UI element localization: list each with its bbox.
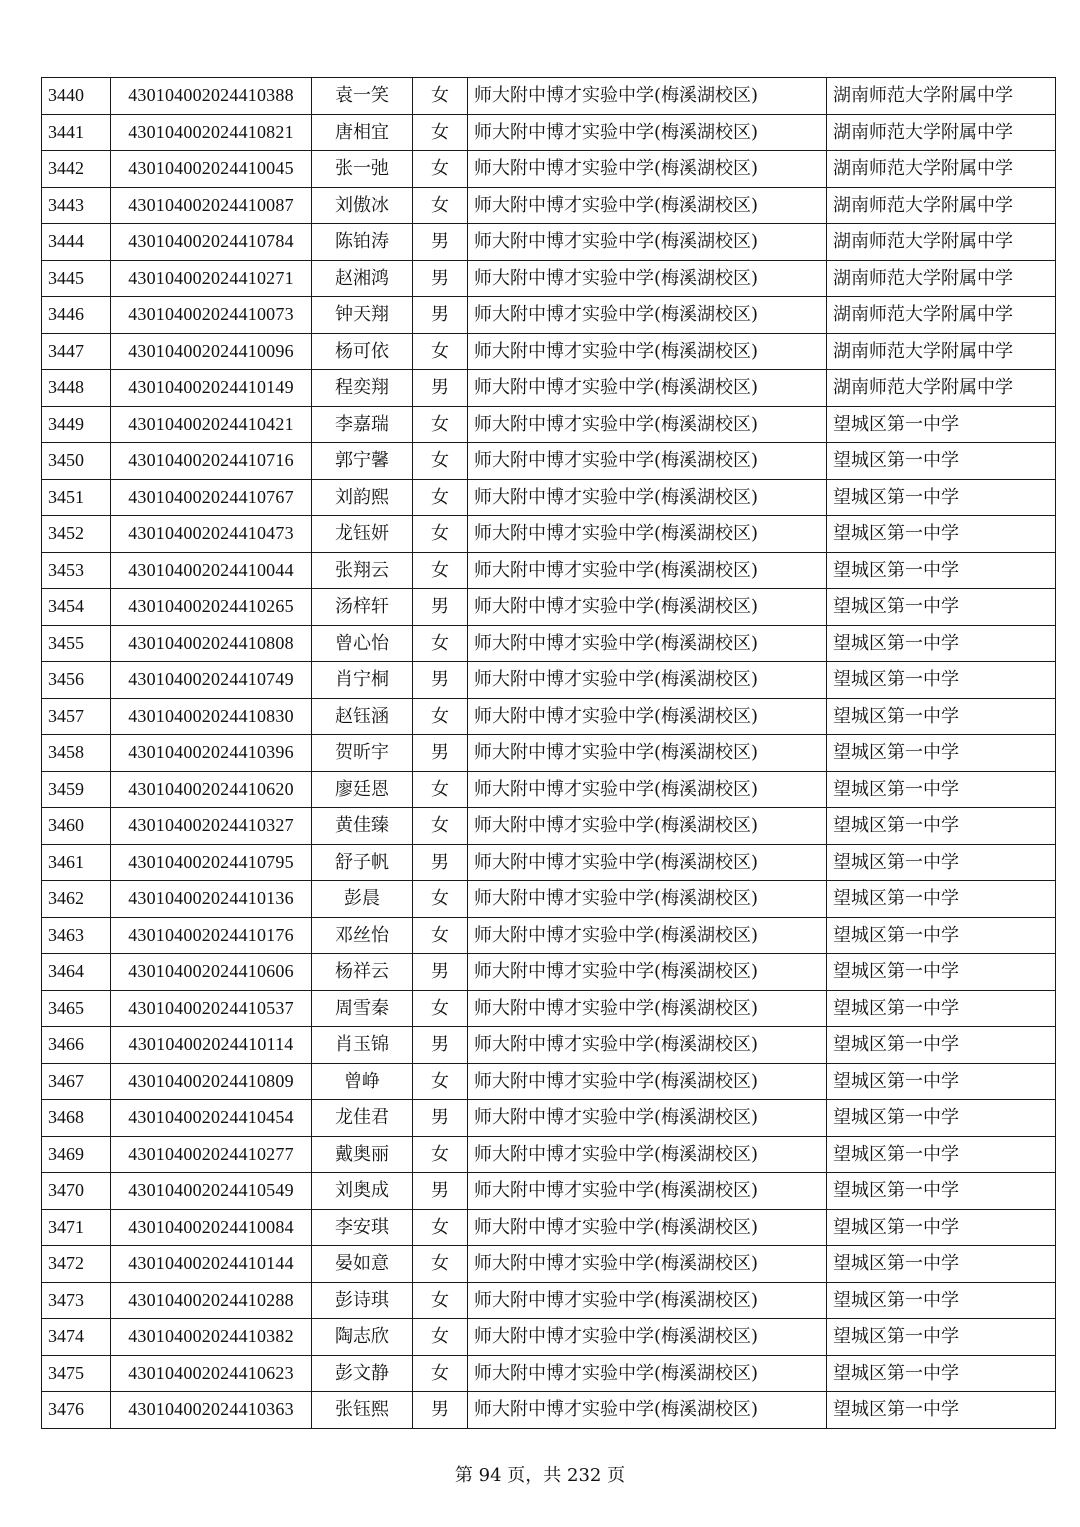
table-row [42,297,1056,334]
cell-student-name: 黄佳臻 [312,808,413,845]
cell-gender: 女 [413,443,468,480]
table-row [42,1063,1056,1100]
table-row [42,589,1056,626]
table-row [42,443,1056,480]
cell-exam-id: 430104002024410830 [111,698,312,735]
cell-admitted-school: 望城区第一中学 [827,479,1056,516]
cell-gender: 男 [413,224,468,261]
cell-student-name: 袁一笑 [312,78,413,115]
cell-student-name: 彭诗琪 [312,1282,413,1319]
table-row [42,1355,1056,1392]
cell-sequence: 3462 [42,881,111,918]
cell-sequence: 3475 [42,1355,111,1392]
cell-exam-id: 430104002024410623 [111,1355,312,1392]
cell-gender: 女 [413,1063,468,1100]
table-row [42,1100,1056,1137]
cell-student-name: 廖廷恩 [312,771,413,808]
cell-exam-id: 430104002024410795 [111,844,312,881]
cell-admitted-school: 湖南师范大学附属中学 [827,114,1056,151]
cell-gender: 男 [413,735,468,772]
cell-exam-id: 430104002024410421 [111,406,312,443]
cell-exam-id: 430104002024410767 [111,479,312,516]
cell-student-name: 程奕翔 [312,370,413,407]
cell-student-name: 郭宁馨 [312,443,413,480]
cell-school: 师大附中博才实验中学(梅溪湖校区) [468,917,827,954]
cell-gender: 女 [413,114,468,151]
cell-admitted-school: 望城区第一中学 [827,516,1056,553]
table-row [42,1173,1056,1210]
cell-gender: 女 [413,333,468,370]
cell-gender: 女 [413,1319,468,1356]
cell-gender: 男 [413,297,468,334]
cell-admitted-school: 望城区第一中学 [827,844,1056,881]
cell-sequence: 3465 [42,990,111,1027]
cell-exam-id: 430104002024410809 [111,1063,312,1100]
cell-gender: 男 [413,1027,468,1064]
cell-sequence: 3441 [42,114,111,151]
cell-sequence: 3471 [42,1209,111,1246]
cell-admitted-school: 望城区第一中学 [827,735,1056,772]
table-row [42,954,1056,991]
cell-sequence: 3444 [42,224,111,261]
cell-school: 师大附中博才实验中学(梅溪湖校区) [468,114,827,151]
cell-admitted-school: 湖南师范大学附属中学 [827,260,1056,297]
cell-student-name: 彭晨 [312,881,413,918]
cell-gender: 女 [413,808,468,845]
cell-exam-id: 430104002024410136 [111,881,312,918]
cell-admitted-school: 望城区第一中学 [827,1209,1056,1246]
cell-exam-id: 430104002024410277 [111,1136,312,1173]
cell-gender: 女 [413,1282,468,1319]
cell-exam-id: 430104002024410271 [111,260,312,297]
cell-school: 师大附中博才实验中学(梅溪湖校区) [468,881,827,918]
cell-admitted-school: 望城区第一中学 [827,1173,1056,1210]
cell-sequence: 3476 [42,1392,111,1429]
table-row [42,78,1056,115]
cell-student-name: 陈铂涛 [312,224,413,261]
table-row [42,844,1056,881]
table-row [42,1209,1056,1246]
cell-student-name: 钟天翔 [312,297,413,334]
cell-school: 师大附中博才实验中学(梅溪湖校区) [468,479,827,516]
cell-sequence: 3461 [42,844,111,881]
cell-school: 师大附中博才实验中学(梅溪湖校区) [468,1355,827,1392]
table-row [42,881,1056,918]
cell-school: 师大附中博才实验中学(梅溪湖校区) [468,662,827,699]
cell-school: 师大附中博才实验中学(梅溪湖校区) [468,552,827,589]
cell-gender: 女 [413,78,468,115]
table-row [42,187,1056,224]
table-row [42,917,1056,954]
cell-admitted-school: 望城区第一中学 [827,698,1056,735]
cell-exam-id: 430104002024410454 [111,1100,312,1137]
cell-school: 师大附中博才实验中学(梅溪湖校区) [468,1392,827,1429]
cell-admitted-school: 望城区第一中学 [827,1282,1056,1319]
cell-exam-id: 430104002024410620 [111,771,312,808]
cell-school: 师大附中博才实验中学(梅溪湖校区) [468,1063,827,1100]
cell-student-name: 曾峥 [312,1063,413,1100]
cell-gender: 女 [413,1209,468,1246]
cell-student-name: 刘韵熙 [312,479,413,516]
cell-admitted-school: 望城区第一中学 [827,881,1056,918]
cell-school: 师大附中博才实验中学(梅溪湖校区) [468,151,827,188]
cell-admitted-school: 望城区第一中学 [827,443,1056,480]
cell-gender: 女 [413,552,468,589]
student-list-table [41,77,1056,1429]
cell-sequence: 3442 [42,151,111,188]
cell-exam-id: 430104002024410363 [111,1392,312,1429]
cell-school: 师大附中博才实验中学(梅溪湖校区) [468,406,827,443]
table-row [42,552,1056,589]
cell-student-name: 赵湘鸿 [312,260,413,297]
cell-admitted-school: 望城区第一中学 [827,954,1056,991]
cell-school: 师大附中博才实验中学(梅溪湖校区) [468,443,827,480]
cell-school: 师大附中博才实验中学(梅溪湖校区) [468,1136,827,1173]
cell-sequence: 3453 [42,552,111,589]
cell-gender: 男 [413,662,468,699]
cell-admitted-school: 望城区第一中学 [827,1246,1056,1283]
cell-exam-id: 430104002024410149 [111,370,312,407]
cell-school: 师大附中博才实验中学(梅溪湖校区) [468,1100,827,1137]
cell-exam-id: 430104002024410327 [111,808,312,845]
cell-sequence: 3469 [42,1136,111,1173]
cell-school: 师大附中博才实验中学(梅溪湖校区) [468,771,827,808]
cell-gender: 男 [413,954,468,991]
cell-sequence: 3464 [42,954,111,991]
cell-student-name: 贺昕宇 [312,735,413,772]
cell-sequence: 3456 [42,662,111,699]
cell-student-name: 张翔云 [312,552,413,589]
cell-sequence: 3472 [42,1246,111,1283]
cell-sequence: 3460 [42,808,111,845]
cell-student-name: 龙钰妍 [312,516,413,553]
cell-school: 师大附中博才实验中学(梅溪湖校区) [468,1246,827,1283]
cell-student-name: 赵钰涵 [312,698,413,735]
cell-school: 师大附中博才实验中学(梅溪湖校区) [468,844,827,881]
cell-school: 师大附中博才实验中学(梅溪湖校区) [468,1027,827,1064]
cell-student-name: 张钰熙 [312,1392,413,1429]
cell-student-name: 周雪秦 [312,990,413,1027]
cell-school: 师大附中博才实验中学(梅溪湖校区) [468,370,827,407]
cell-admitted-school: 望城区第一中学 [827,552,1056,589]
table-row [42,990,1056,1027]
cell-exam-id: 430104002024410044 [111,552,312,589]
cell-admitted-school: 望城区第一中学 [827,662,1056,699]
cell-admitted-school: 望城区第一中学 [827,917,1056,954]
cell-school: 师大附中博才实验中学(梅溪湖校区) [468,224,827,261]
table-row [42,1027,1056,1064]
cell-school: 师大附中博才实验中学(梅溪湖校区) [468,1282,827,1319]
cell-school: 师大附中博才实验中学(梅溪湖校区) [468,1319,827,1356]
cell-exam-id: 430104002024410396 [111,735,312,772]
cell-exam-id: 430104002024410265 [111,589,312,626]
cell-gender: 女 [413,990,468,1027]
cell-school: 师大附中博才实验中学(梅溪湖校区) [468,187,827,224]
table-row [42,662,1056,699]
cell-gender: 女 [413,151,468,188]
cell-admitted-school: 望城区第一中学 [827,808,1056,845]
cell-exam-id: 430104002024410549 [111,1173,312,1210]
cell-sequence: 3468 [42,1100,111,1137]
table-row [42,479,1056,516]
cell-student-name: 刘奥成 [312,1173,413,1210]
cell-student-name: 彭文静 [312,1355,413,1392]
table-row [42,698,1056,735]
cell-student-name: 李嘉瑞 [312,406,413,443]
cell-gender: 女 [413,1246,468,1283]
table-row [42,114,1056,151]
cell-admitted-school: 望城区第一中学 [827,990,1056,1027]
cell-student-name: 舒子帆 [312,844,413,881]
cell-gender: 女 [413,771,468,808]
cell-student-name: 晏如意 [312,1246,413,1283]
table-row [42,735,1056,772]
table-row [42,771,1056,808]
cell-student-name: 戴奥丽 [312,1136,413,1173]
cell-admitted-school: 湖南师范大学附属中学 [827,224,1056,261]
table-row [42,1136,1056,1173]
cell-admitted-school: 湖南师范大学附属中学 [827,297,1056,334]
cell-exam-id: 430104002024410288 [111,1282,312,1319]
cell-admitted-school: 望城区第一中学 [827,1027,1056,1064]
cell-gender: 男 [413,370,468,407]
cell-sequence: 3443 [42,187,111,224]
cell-sequence: 3448 [42,370,111,407]
cell-sequence: 3440 [42,78,111,115]
cell-exam-id: 430104002024410388 [111,78,312,115]
cell-exam-id: 430104002024410749 [111,662,312,699]
cell-admitted-school: 湖南师范大学附属中学 [827,151,1056,188]
cell-gender: 女 [413,406,468,443]
cell-gender: 男 [413,1392,468,1429]
cell-sequence: 3463 [42,917,111,954]
cell-exam-id: 430104002024410784 [111,224,312,261]
cell-school: 师大附中博才实验中学(梅溪湖校区) [468,78,827,115]
cell-student-name: 李安琪 [312,1209,413,1246]
cell-sequence: 3474 [42,1319,111,1356]
cell-student-name: 杨祥云 [312,954,413,991]
cell-student-name: 龙佳君 [312,1100,413,1137]
table-row [42,625,1056,662]
cell-gender: 女 [413,698,468,735]
cell-school: 师大附中博才实验中学(梅溪湖校区) [468,698,827,735]
cell-exam-id: 430104002024410382 [111,1319,312,1356]
cell-student-name: 曾心怡 [312,625,413,662]
table-row [42,1282,1056,1319]
cell-admitted-school: 望城区第一中学 [827,1100,1056,1137]
cell-admitted-school: 望城区第一中学 [827,1136,1056,1173]
cell-school: 师大附中博才实验中学(梅溪湖校区) [468,260,827,297]
cell-gender: 女 [413,625,468,662]
cell-gender: 女 [413,479,468,516]
cell-admitted-school: 湖南师范大学附属中学 [827,187,1056,224]
cell-sequence: 3473 [42,1282,111,1319]
cell-exam-id: 430104002024410606 [111,954,312,991]
cell-school: 师大附中博才实验中学(梅溪湖校区) [468,333,827,370]
cell-sequence: 3452 [42,516,111,553]
cell-student-name: 肖玉锦 [312,1027,413,1064]
cell-sequence: 3454 [42,589,111,626]
cell-admitted-school: 望城区第一中学 [827,625,1056,662]
table-row [42,370,1056,407]
cell-exam-id: 430104002024410084 [111,1209,312,1246]
cell-student-name: 邓丝怡 [312,917,413,954]
cell-school: 师大附中博才实验中学(梅溪湖校区) [468,625,827,662]
cell-admitted-school: 望城区第一中学 [827,589,1056,626]
cell-admitted-school: 湖南师范大学附属中学 [827,78,1056,115]
cell-school: 师大附中博才实验中学(梅溪湖校区) [468,990,827,1027]
cell-exam-id: 430104002024410096 [111,333,312,370]
cell-student-name: 张一弛 [312,151,413,188]
cell-sequence: 3470 [42,1173,111,1210]
cell-exam-id: 430104002024410087 [111,187,312,224]
cell-school: 师大附中博才实验中学(梅溪湖校区) [468,1209,827,1246]
cell-gender: 男 [413,589,468,626]
cell-school: 师大附中博才实验中学(梅溪湖校区) [468,516,827,553]
cell-student-name: 刘傲冰 [312,187,413,224]
cell-gender: 女 [413,881,468,918]
cell-gender: 男 [413,1173,468,1210]
cell-admitted-school: 望城区第一中学 [827,1355,1056,1392]
cell-sequence: 3449 [42,406,111,443]
cell-sequence: 3455 [42,625,111,662]
cell-exam-id: 430104002024410114 [111,1027,312,1064]
cell-sequence: 3445 [42,260,111,297]
cell-admitted-school: 望城区第一中学 [827,1063,1056,1100]
cell-admitted-school: 湖南师范大学附属中学 [827,333,1056,370]
table-body [42,78,1056,1429]
cell-school: 师大附中博才实验中学(梅溪湖校区) [468,954,827,991]
cell-sequence: 3451 [42,479,111,516]
table-row [42,260,1056,297]
table-row [42,333,1056,370]
table-row [42,224,1056,261]
cell-exam-id: 430104002024410716 [111,443,312,480]
cell-school: 师大附中博才实验中学(梅溪湖校区) [468,589,827,626]
page-number: 第 94 页，共 232 页 [454,1465,626,1486]
cell-sequence: 3450 [42,443,111,480]
cell-sequence: 3459 [42,771,111,808]
cell-student-name: 唐相宜 [312,114,413,151]
cell-gender: 男 [413,844,468,881]
cell-gender: 男 [413,260,468,297]
cell-student-name: 肖宁桐 [312,662,413,699]
cell-exam-id: 430104002024410073 [111,297,312,334]
table-row [42,808,1056,845]
table-row [42,1319,1056,1356]
table-row [42,1246,1056,1283]
cell-school: 师大附中博才实验中学(梅溪湖校区) [468,1173,827,1210]
cell-gender: 女 [413,917,468,954]
cell-gender: 男 [413,1100,468,1137]
cell-sequence: 3447 [42,333,111,370]
table-row [42,516,1056,553]
cell-exam-id: 430104002024410821 [111,114,312,151]
cell-exam-id: 430104002024410473 [111,516,312,553]
cell-exam-id: 430104002024410045 [111,151,312,188]
cell-sequence: 3466 [42,1027,111,1064]
cell-school: 师大附中博才实验中学(梅溪湖校区) [468,808,827,845]
cell-admitted-school: 望城区第一中学 [827,1392,1056,1429]
cell-admitted-school: 望城区第一中学 [827,771,1056,808]
cell-student-name: 陶志欣 [312,1319,413,1356]
cell-gender: 女 [413,1136,468,1173]
cell-exam-id: 430104002024410808 [111,625,312,662]
cell-gender: 女 [413,516,468,553]
cell-exam-id: 430104002024410537 [111,990,312,1027]
table-row [42,151,1056,188]
cell-school: 师大附中博才实验中学(梅溪湖校区) [468,297,827,334]
cell-exam-id: 430104002024410176 [111,917,312,954]
cell-exam-id: 430104002024410144 [111,1246,312,1283]
cell-student-name: 杨可依 [312,333,413,370]
cell-admitted-school: 望城区第一中学 [827,406,1056,443]
cell-gender: 女 [413,187,468,224]
cell-admitted-school: 望城区第一中学 [827,1319,1056,1356]
cell-sequence: 3467 [42,1063,111,1100]
cell-sequence: 3457 [42,698,111,735]
cell-sequence: 3446 [42,297,111,334]
table-row [42,1392,1056,1429]
cell-admitted-school: 湖南师范大学附属中学 [827,370,1056,407]
cell-school: 师大附中博才实验中学(梅溪湖校区) [468,735,827,772]
table-row [42,406,1056,443]
cell-sequence: 3458 [42,735,111,772]
cell-student-name: 汤梓轩 [312,589,413,626]
cell-gender: 女 [413,1355,468,1392]
